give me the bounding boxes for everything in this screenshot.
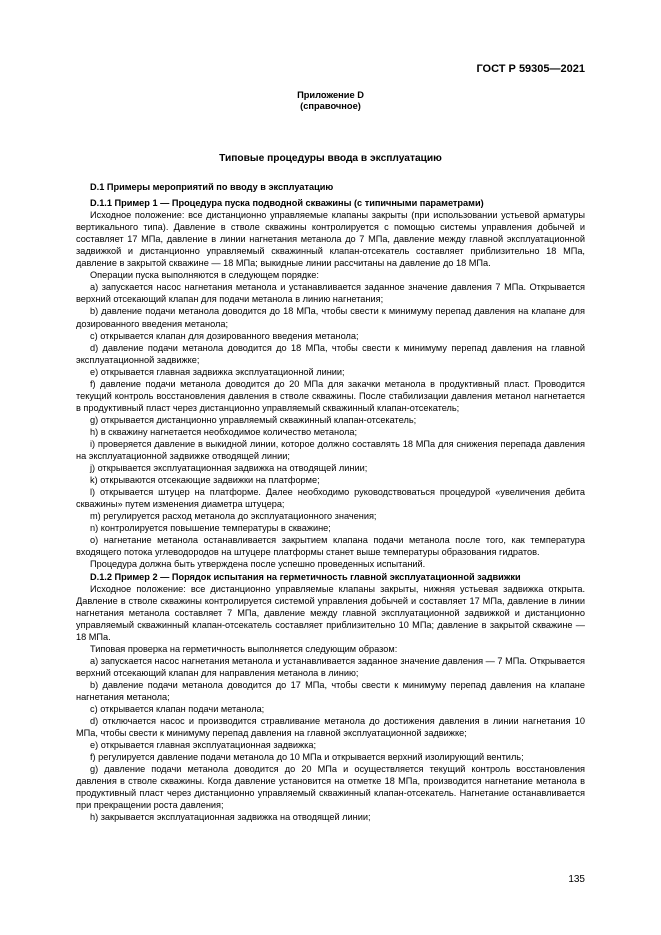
- list-item: f) давление подачи метанола доводится до 20 МПа для закачки метанола в продуктивный пласт. Проводится текущий контроль восстановления давления в стволе скважины. После стабилизации давления метанол нагнетается в продуктивный пласт через дистанционно управляемый скважинный клапан-отсекатель;: [76, 378, 585, 413]
- list-item: j) открывается эксплуатационная задвижка на отводящей линии;: [90, 463, 368, 474]
- list-item: b) давление подачи метанола доводится до 17 МПа, чтобы свести к минимуму перепад давления на клапане нагнетания метанола;: [76, 679, 585, 702]
- appendix-heading: [0, 90, 661, 112]
- appendix-subtitle: (справочное): [300, 101, 361, 111]
- list-item: n) контролируется повышение температуры в скважине;: [90, 523, 331, 534]
- chapter-title: Типовые процедуры ввода в эксплуатацию: [219, 153, 442, 164]
- paragraph: Типовая проверка на герметичность выполняется следующим образом:: [90, 643, 398, 654]
- list-item: d) отключается насос и производится стравливание метанола до достижения давления в линии нагнетания 10 МПа, чтобы свести к минимуму перепад давления на главной эксплуатационной задвижке;: [76, 716, 585, 739]
- list-item: f) регулируется давление подачи метанола до 10 МПа и открывается верхний изолирующий вентиль;: [90, 752, 524, 763]
- section-heading: D.1 Примеры мероприятий по вводу в эксплуатацию: [90, 182, 334, 192]
- list-item: e) открывается главная эксплуатационная задвижка;: [90, 740, 317, 751]
- appendix-title: Приложение D: [297, 90, 364, 100]
- list-item: i) проверяется давление в выкидной линии, которое должно составлять 18 МПа для снижения перепада давления на эксплуатационной задвижке отводящей линии;: [76, 438, 585, 462]
- list-item: b) давление подачи метанола доводится до 18 МПа, чтобы свести к минимуму перепад давления на клапане для дозированного введения метанола;: [76, 306, 585, 329]
- list-item: m) регулируется расход метанола до эксплуатационного значения;: [90, 511, 377, 522]
- list-item: c) открывается клапан подачи метанола;: [90, 704, 265, 715]
- subsection-heading: D.1.2 Пример 2 — Порядок испытания на герметичность главной эксплуатационной задвижки: [90, 571, 521, 582]
- list-item: k) открываются отсекающие задвижки на платформе;: [90, 475, 320, 486]
- subsection-heading: D.1.1 Пример 1 — Процедура пуска подводной скважины (с типичными параметрами): [90, 198, 484, 209]
- list-item: l) открывается штуцер на платформе. Далее необходимо руководствоваться процедурой «увеличения дебита скважины» путем изменения диаметра штуцера;: [76, 487, 585, 510]
- list-item: e) открывается главная задвижка эксплуатационной линии;: [90, 366, 345, 377]
- paragraph: Процедура должна быть утверждена после успешно проведенных испытаний.: [90, 559, 426, 570]
- list-item: a) запускается насос нагнетания метанола и устанавливается заданное значение давления — 7 МПа. Открывается верхний отсекающий клапан для направления метанола в линию;: [76, 655, 585, 678]
- document-body: [76, 180, 585, 823]
- list-item: g) давление подачи метанола доводится до 20 МПа и осуществляется текущий контроль восстановления давления в стволе скважины. Когда давление установится на отметке 18 МПа, производится нагнетание метанола в продуктивный пласт через дистанционно управляемый скважинный клапан-отсекатель. Нагнетание останавливается при прекращении роста давления;: [76, 764, 585, 811]
- list-item: d) давление подачи метанола доводится до 18 МПа, чтобы свести к минимуму перепад давления на главной эксплуатационной задвижке;: [76, 342, 585, 365]
- list-item: g) открывается дистанционно управляемый скважинный клапан-отсекатель;: [90, 414, 417, 425]
- document-code: ГОСТ Р 59305—2021: [476, 63, 585, 75]
- page-number: 135: [568, 874, 585, 885]
- list-item: h) закрывается эксплуатационная задвижка на отводящей линии;: [90, 812, 371, 823]
- list-item: o) нагнетание метанола останавливается закрытием клапана подачи метанола после того, как температура входящего потока углеводородов на штуцере платформы станет выше температуры образования гидратов.: [76, 535, 585, 558]
- paragraph: Исходное положение: все дистанционно управляемые клапаны закрыты, нижняя устьевая задвижка открыта. Давление в стволе скважины контролируется системой управления добычей и составляет 17 МПа, давление в линии нагнетания метанола составляет 7 МПа, давление между главной эксплуатационной задвижкой и дистанционно управляемый скважинный клапан-отсекатель составляет приблизительно 10 МПа; давление в закрытой скважине — 18 МПа.: [76, 583, 585, 642]
- paragraph: Исходное положение: все дистанционно управляемые клапаны закрыты (при использовании устьевой арматуры вертикального типа). Давление в стволе скважины контролируется с помощью системы управления добычей и составляет 17 МПа, давление в линии нагнетания метанола до 7 МПа, давление между главной эксплуатационной задвижкой и дистанционно управляемый скважинный клапан-отсекатель составляет приблизительно 18 МПа, давление в закрытой скважине — 18 МПа; выкидные линии рассчитаны на давление до 18 МПа.: [76, 210, 585, 269]
- list-item: h) в скважину нагнетается необходимое количество метанола;: [90, 426, 358, 437]
- list-item: c) открывается клапан для дозированного введения метанола;: [90, 330, 359, 341]
- list-item: a) запускается насос нагнетания метанола и устанавливается заданное значение давления 7 МПа. Открывается верхний отсекающий клапан для подачи метанола в линию нагнетания;: [76, 282, 585, 305]
- paragraph: Операции пуска выполняются в следующем порядке:: [90, 270, 319, 281]
